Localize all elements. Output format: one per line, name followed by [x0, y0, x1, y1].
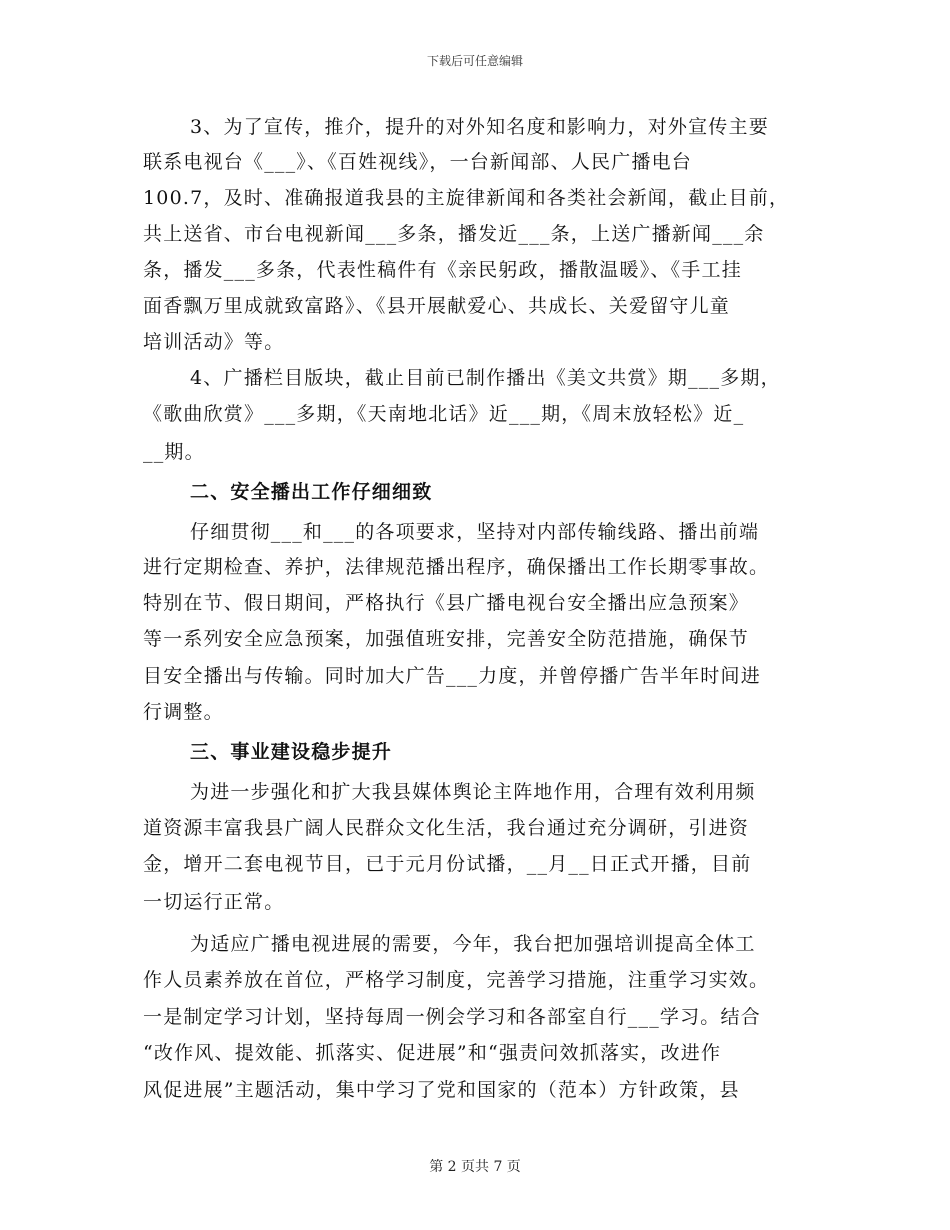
text-line: 为适应广播电视进展的需要，今年，我台把加强培训提高全体工 [190, 933, 756, 955]
text-line: 特别在节、假日期间，严格执行《县广播电视台安全播出应急预案》 [143, 592, 750, 614]
text-line: 道资源丰富我县广阔人民群众文化生活，我台通过充分调研，引进资 [143, 817, 750, 839]
text-line: “改作风、提效能、抓落实、促进展”和“强责问效抓落实，改进作 [143, 1042, 722, 1064]
text-line: 为进一步强化和扩大我县媒体舆论主阵地作用，合理有效利用频 [190, 781, 756, 803]
text-line: 进行定期检查、养护，法律规范播出程序，确保播出工作长期零事故。 [143, 556, 770, 578]
text-line: 培训活动》等。 [143, 331, 285, 353]
text-line: 行调整。 [143, 701, 224, 723]
text-line: 一是制定学习计划，坚持每周一例会学习和各部室自行___学习。结合 [143, 1006, 761, 1028]
text-line: 等一系列安全应急预案，加强值班安排，完善安全防范措施，确保节 [143, 628, 750, 650]
text-line: 《歌曲欣赏》___多期，《天南地北话》近___期，《周末放轻松》近_ [143, 403, 745, 425]
text-line: 共上送省、市台电视新闻___多条，播发近___条，上送广播新闻___余 [143, 223, 765, 245]
text-line: 仔细贯彻___和___的各项要求，坚持对内部传输线路、播出前端 [190, 521, 760, 543]
text-line: 3、为了宣传，推介，提升的对外知名度和影响力，对外宣传主要 [190, 116, 769, 138]
text-line: 一切运行正常。 [143, 891, 285, 913]
text-line: 金，增开二套电视节目，已于元月份试播，__月__日正式开播，目前 [143, 853, 752, 875]
section-heading: 二、安全播出工作仔细细致 [190, 481, 433, 503]
text-line: 4、广播栏目版块，截止目前已制作播出《美文共赏》期___多期， [190, 367, 781, 389]
text-line: __期。 [143, 441, 205, 463]
text-line: 100.7，及时、准确报道我县的主旋律新闻和各类社会新闻，截止目前， [143, 187, 790, 209]
text-line: 作人员素养放在首位，严格学习制度，完善学习措施，注重学习实效。 [143, 969, 770, 991]
text-line: 面香飘万里成就致富路》、《县开展献爱心、共成长、关爱留守儿童 [143, 295, 731, 317]
page-footer: 第 2 页共 7 页 [429, 1159, 521, 1175]
text-line: 风促进展”主题活动，集中学习了党和国家的（范本）方针政策，县 [143, 1079, 740, 1101]
text-line: 目安全播出与传输。同时加大广告___力度，并曾停播广告半年时间进 [143, 665, 761, 687]
page-header: 下载后可任意编辑 [426, 54, 523, 68]
text-line: 联系电视台《___》、《百姓视线》，一台新闻部、人民广播电台 [143, 151, 693, 173]
text-line: 条，播发___多条，代表性稿件有《亲民躬政，播散温暖》、《手工挂 [143, 259, 742, 281]
section-heading: 三、事业建设稳步提升 [190, 741, 393, 763]
